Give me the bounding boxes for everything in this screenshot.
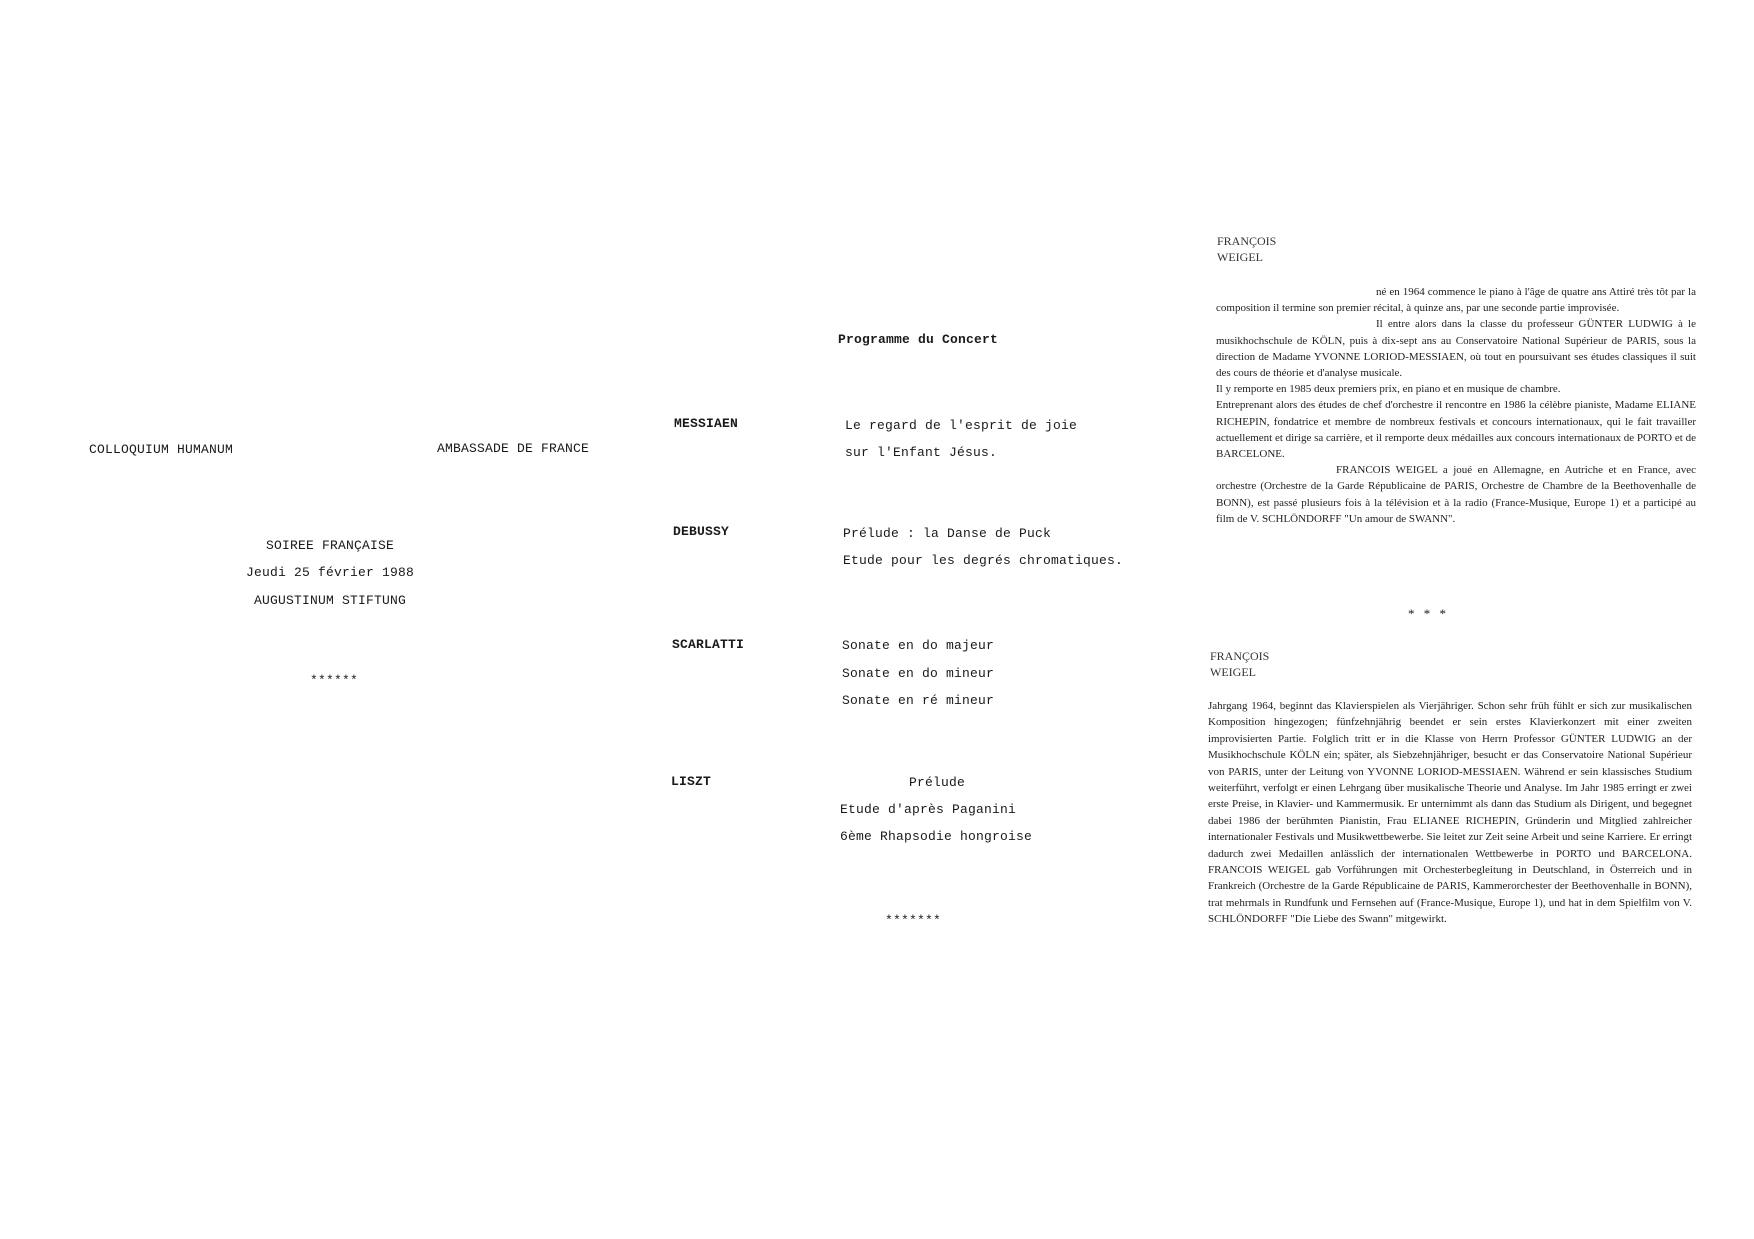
left-stars-separator: ****** — [310, 673, 359, 688]
piece-scarlatti-2: Sonate en do mineur — [842, 666, 995, 681]
bio-de-name — [1210, 648, 1269, 680]
composer-scarlatti: SCARLATTI — [672, 637, 745, 652]
bio-separator: * * * — [1408, 606, 1449, 621]
bio-fr-name — [1217, 233, 1276, 265]
bio-de-name-line1: FRANÇOIS — [1210, 649, 1270, 663]
composer-messiaen: MESSIAEN — [674, 416, 739, 431]
event-place: AUGUSTINUM STIFTUNG — [254, 593, 407, 608]
bio-fr-name-line2: WEIGEL — [1217, 250, 1263, 264]
piece-debussy-2: Etude pour les degrés chromatiques. — [843, 553, 1124, 568]
piece-messiaen-1: Le regard de l'esprit de joie — [845, 418, 1078, 433]
bio-fr-name-line1: FRANÇOIS — [1217, 234, 1277, 248]
bio-fr-paragraph-2: Il entre alors dans la classe du professeur GÜNTER LUDWIG à le musikhochschule de KÖLN, puis à dix-sept ans au Conservatoire National Supérieur de PARIS, sous la direction de Madame YVONNE LORIOD-MESSIAEN, où tout en poursuivant ses études classiques il suit des cours de théorie et d'analyse musicale. — [1216, 318, 1696, 380]
programme-heading: Programme du Concert — [838, 332, 999, 347]
programme-stars-separator: ******* — [885, 913, 942, 928]
piece-debussy-1: Prélude : la Danse de Puck — [843, 526, 1052, 541]
bio-fr-paragraph-5: FRANCOIS WEIGEL a joué en Allemagne, en Autriche et en France, avec orchestre (Orchestre de la Garde Républicaine de PARIS, Orchestre de Chambre de la Beethovenhalle de BONN), est passé plusieurs fois à la télévision et à la radio (France-Musique, Europe 1) et a participé au film de V. SCHLÖNDORFF "Un amour de SWANN". — [1216, 464, 1696, 525]
composer-debussy: DEBUSSY — [673, 524, 730, 539]
org-ambassade-de-france: AMBASSADE DE FRANCE — [437, 441, 590, 456]
piece-scarlatti-1: Sonate en do majeur — [842, 638, 995, 653]
composer-liszt: LISZT — [671, 774, 712, 789]
org-colloquium-humanum: COLLOQUIUM HUMANUM — [89, 442, 234, 457]
piece-liszt-2: Etude d'après Paganini — [840, 802, 1017, 817]
event-date: Jeudi 25 février 1988 — [246, 565, 415, 580]
piece-liszt-1: Prélude — [909, 775, 966, 790]
bio-fr-text — [1216, 284, 1696, 527]
event-title: SOIREE FRANÇAISE — [266, 538, 395, 553]
bio-fr-paragraph-4: Entreprenant alors des études de chef d'orchestre il rencontre en 1986 la célèbre pianiste, Madame ELIANE RICHEPIN, fondatrice et membre de nombreux festivals et concours internationaux, qui le fait travailler actuellement et dirige sa carrière, et il remporte deux médailles aux concours internationaux de PORTO et de BARCELONE. — [1216, 399, 1696, 461]
bio-fr-paragraph-3: Il y remporte en 1985 deux premiers prix, en piano et en musique de chambre. — [1216, 383, 1561, 396]
bio-fr-paragraph-1: né en 1964 commence le piano à l'âge de quatre ans Attiré très tôt par la composition il termine son premier récital, à quinze ans, par une seconde partie improvisée. — [1216, 286, 1696, 315]
bio-de-name-line2: WEIGEL — [1210, 665, 1256, 679]
bio-de-text — [1208, 698, 1692, 928]
bio-de-paragraph-1: Jahrgang 1964, beginnt das Klavierspielen als Vierjähriger. Schon sehr früh fühlt er sich zur musikalischen Komposition hingezogen; fünfzehnjährig beendet er sein erstes Klavierkonzert mit einer zweiten improvisierten Partie. Folglich tritt er in die Klasse von Herrn Professor GÜNTER LUDWIG an der Musikhochschule KÖLN ein; später, als Siebzehnjähriger, besucht er das Conservatoire National Supérieur von PARIS, unter der Leitung von YVONNE LORIOD-MESSIAEN. Während er sein klassisches Studium weiterführt, verfolgt er einen Lehrgang über musikalische Theorie und Analyse. Im Jahr 1985 erringt er zwei erste Preise, in Klavier- und Kammermusik. Er unternimmt als dann das Studium als Dirigent, und begegnet dabei 1986 der berühmten Pianistin, Frau ELIANEE RICHEPIN, Gründerin und Mitglied zahlreicher internationaler Festivals und Musikwettbewerbe. Sie leitet zur Zeit seine Arbeit und seine Karriere. Er erringt dadurch zwei Medaillen anlässlich der internationalen Wettbewerbe in PORTO und BARCELONA. FRANCOIS WEIGEL gab Vorführungen mit Orchesterbegleitung in Deutschland, in Österreich und in Frankreich (Orchestre de la Garde Républicaine de PARIS, Kammerorchester der Beethovenhalle in BONN), trat mehrmals in Rundfunk und Fernsehen auf (France-Musique, Europe 1), und hat in dem Spielfilm von V. SCHLÖNDORFF "Die Liebe des Swann" mitgewirkt. — [1208, 700, 1692, 926]
piece-liszt-3: 6ème Rhapsodie hongroise — [840, 829, 1033, 844]
piece-scarlatti-3: Sonate en ré mineur — [842, 693, 995, 708]
piece-messiaen-2: sur l'Enfant Jésus. — [845, 445, 998, 460]
